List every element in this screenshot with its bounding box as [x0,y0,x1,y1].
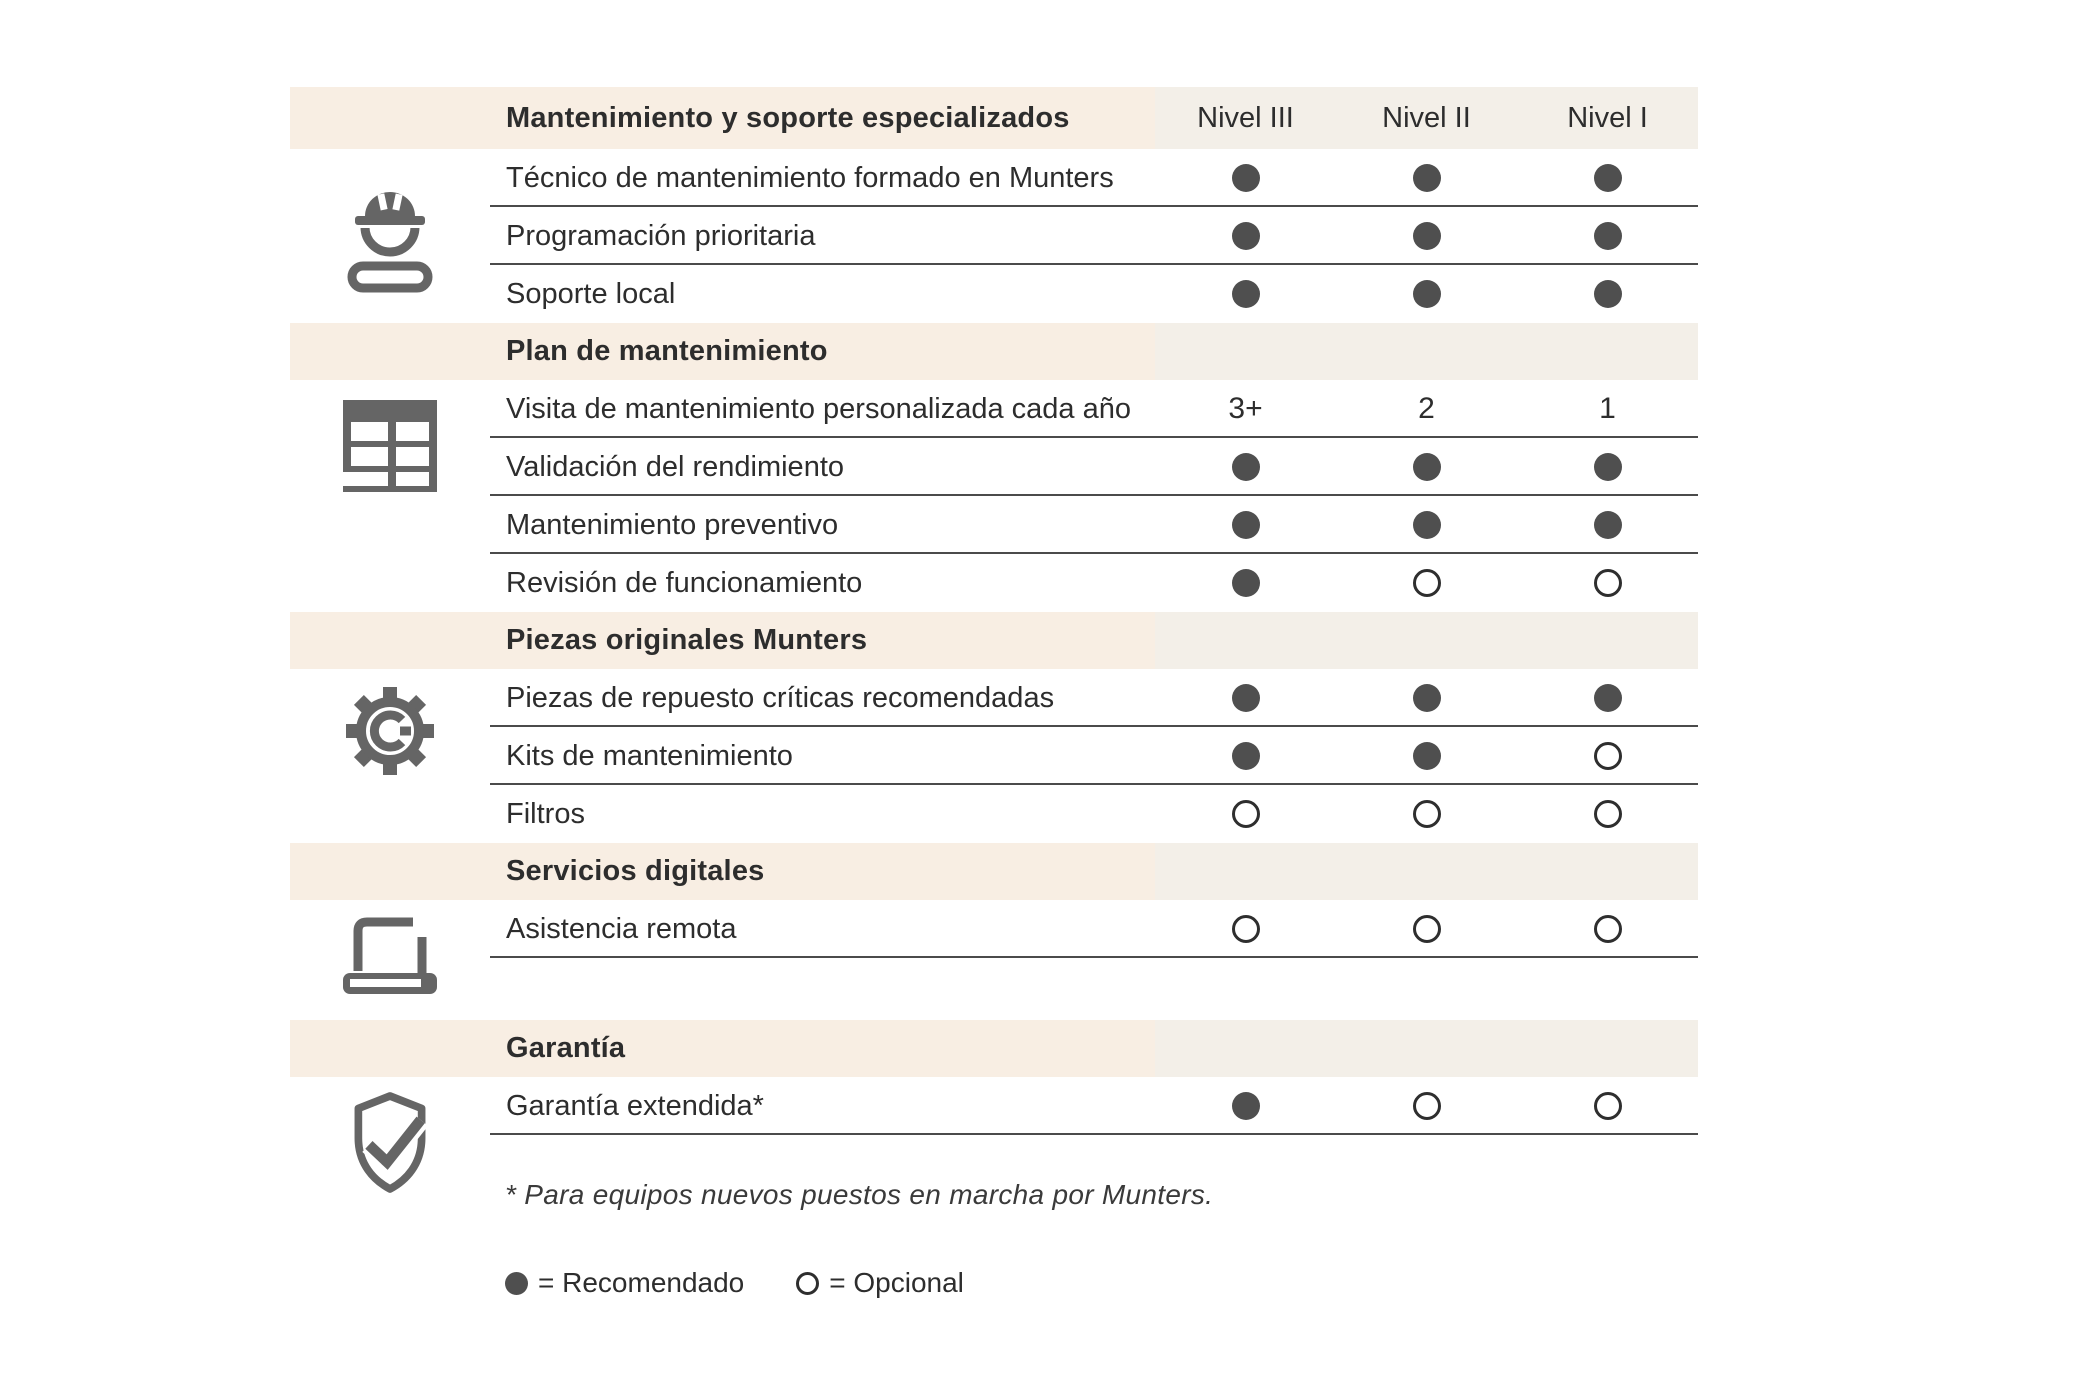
value-cell [1517,1092,1698,1120]
footnote: * Para equipos nuevos puestos en marcha por Munters. [505,1179,1214,1210]
filled-dot-recommended [1594,222,1622,250]
open-dot-optional [1232,800,1260,828]
section-title: Mantenimiento y soporte especializados [506,101,1070,134]
feature-label: Filtros [506,797,585,830]
value-cell [1336,511,1517,539]
open-dot-optional [1413,915,1441,943]
value-cell [1155,1092,1336,1120]
value-cell [1336,222,1517,250]
filled-dot-recommended [1594,280,1622,308]
feature-row [290,438,1698,496]
feature-row [290,265,1698,323]
open-dot-optional [1594,915,1622,943]
filled-dot-recommended [1232,684,1260,712]
feature-row [290,149,1698,207]
legend-recommended-label: = Recomendado [538,1267,745,1298]
value-cell [1336,800,1517,828]
value-cell [1336,684,1517,712]
filled-dot-recommended [1232,222,1260,250]
filled-dot-recommended [1232,453,1260,481]
value-cell [1336,1092,1517,1120]
value-cell [1155,511,1336,539]
value-cell [1336,280,1517,308]
feature-label: Soporte local [506,277,676,310]
value-cell [1336,569,1517,597]
value-cell [1517,684,1698,712]
feature-row [290,785,1698,843]
filled-dot-recommended [1413,684,1441,712]
feature-label: Kits de mantenimiento [506,739,793,772]
legend-optional-label: = Opcional [829,1267,964,1298]
value-cell [1155,742,1336,770]
section-header-band [290,1020,1698,1077]
filled-dot-recommended [1232,742,1260,770]
filled-dot-recommended [1413,453,1441,481]
value-cell [1517,164,1698,192]
column-header-nivel-i: Nivel I [1567,101,1648,134]
feature-label: Validación del rendimiento [506,450,845,483]
open-dot-optional [1413,1092,1441,1120]
feature-row [290,1077,1698,1135]
value-cell [1517,453,1698,481]
value-cell [1155,280,1336,308]
value-cell [1155,222,1336,250]
feature-label: Visita de mantenimiento personalizada cada año [506,392,1131,425]
open-dot-optional [1413,569,1441,597]
feature-row [290,380,1698,438]
value-cell [1155,915,1336,943]
filled-dot-recommended [1232,164,1260,192]
filled-dot-recommended [1594,684,1622,712]
legend-item-recommended [505,1267,744,1299]
filled-dot-icon [505,1272,528,1295]
value-cell-number: 2 [1418,392,1435,425]
value-cell [1155,453,1336,481]
section-gap [290,958,1698,1020]
feature-row [290,496,1698,554]
filled-dot-recommended [1232,1092,1260,1120]
filled-dot-recommended [1594,511,1622,539]
filled-dot-recommended [1413,511,1441,539]
section-header-band [290,323,1698,380]
open-dot-optional [1413,800,1441,828]
section-header-band [290,87,1698,149]
open-dot-optional [1594,1092,1622,1120]
feature-label: Asistencia remota [506,912,737,945]
section-maintenance-table [290,323,1698,612]
column-header-nivel-ii: Nivel II [1382,101,1471,134]
feature-row [290,727,1698,785]
feature-row [290,554,1698,612]
value-cell [1336,742,1517,770]
feature-label: Garantía extendida* [506,1089,764,1122]
open-dot-optional [1232,915,1260,943]
filled-dot-recommended [1413,280,1441,308]
section-title: Piezas originales Munters [506,624,868,656]
value-cell [1155,164,1336,192]
feature-row [290,900,1698,958]
value-cell-number: 1 [1599,392,1616,425]
value-cell [1517,511,1698,539]
value-cell [1517,800,1698,828]
value-cell [1517,742,1698,770]
column-header-nivel-iii: Nivel III [1197,101,1294,134]
legend-item-optional [796,1267,964,1299]
filled-dot-recommended [1232,511,1260,539]
value-cell [1517,569,1698,597]
section-laptop [290,843,1698,958]
value-cell [1517,915,1698,943]
open-dot-icon [796,1272,819,1295]
feature-row [290,207,1698,265]
filled-dot-recommended [1594,164,1622,192]
feature-label: Programación prioritaria [506,219,816,252]
section-header-band [290,612,1698,669]
value-cell [1517,222,1698,250]
feature-label: Mantenimiento preventivo [506,508,839,541]
value-cell [1517,280,1698,308]
filled-dot-recommended [1413,222,1441,250]
section-worker-technician [290,87,1698,323]
section-title: Servicios digitales [506,855,765,887]
feature-label: Revisión de funcionamiento [506,566,863,599]
section-gear [290,612,1698,843]
value-cell [1155,684,1336,712]
open-dot-optional [1594,742,1622,770]
service-levels-table [290,87,1698,1299]
value-cell-number: 3+ [1228,392,1263,425]
feature-label: Técnico de mantenimiento formado en Munters [506,161,1114,194]
value-cell [1336,915,1517,943]
value-cell [1336,453,1517,481]
filled-dot-recommended [1413,164,1441,192]
filled-dot-recommended [1232,280,1260,308]
feature-label: Piezas de repuesto críticas recomendadas [506,681,1055,714]
value-cell [1336,164,1517,192]
open-dot-optional [1594,800,1622,828]
value-cell [1155,569,1336,597]
section-title: Plan de mantenimiento [506,335,828,367]
section-title: Garantía [506,1032,626,1064]
open-dot-optional [1594,569,1622,597]
legend [505,1267,1698,1299]
filled-dot-recommended [1413,742,1441,770]
feature-row [290,669,1698,727]
section-shield-check [290,1020,1698,1135]
filled-dot-recommended [1232,569,1260,597]
section-header-band [290,843,1698,900]
value-cell [1155,800,1336,828]
filled-dot-recommended [1594,453,1622,481]
